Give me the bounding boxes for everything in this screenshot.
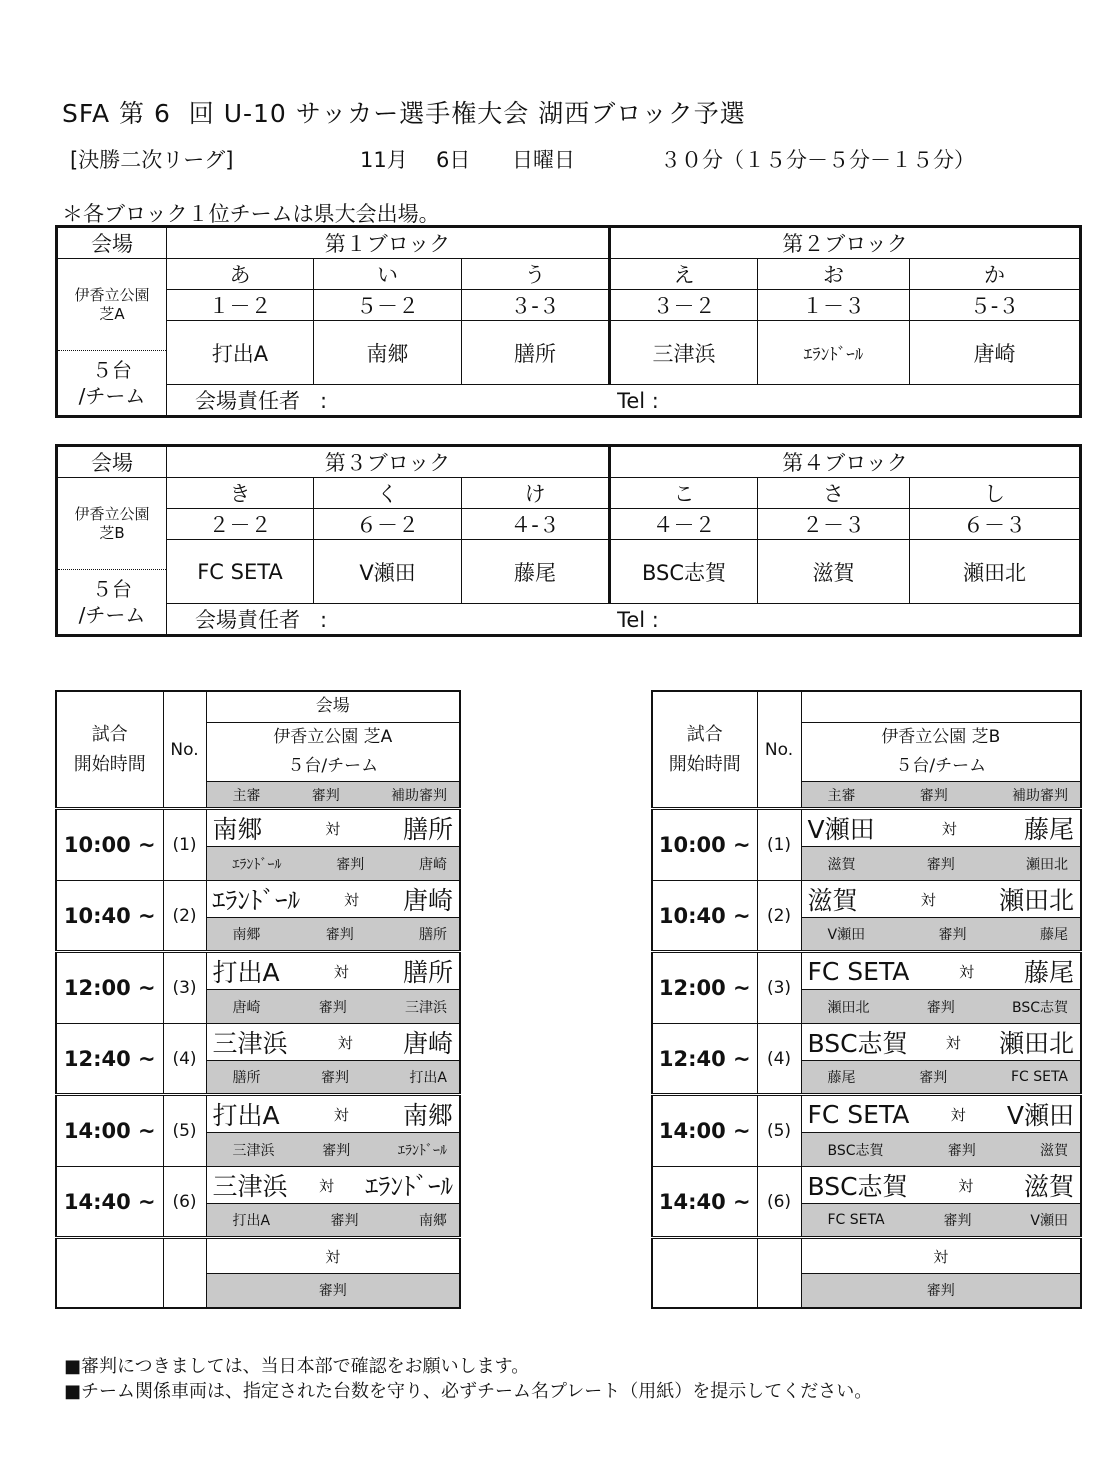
assistant-referee: ｴﾗﾝﾄﾞｰﾙ — [398, 1142, 447, 1159]
matchup — [801, 952, 1081, 990]
versus-label: 対 — [958, 1176, 974, 1195]
versus-label: 対 — [959, 962, 975, 981]
qualification-note: ＊各ブロック１位チームは県大会出場。 — [62, 202, 440, 226]
team-name: 藤尾 — [462, 540, 610, 604]
group-name: 第１ブロック — [167, 227, 610, 259]
versus-label: 対 — [337, 1033, 353, 1052]
referee-label: 審判 — [322, 1142, 351, 1159]
match-row — [652, 881, 1081, 918]
away-team: 藤尾 — [1023, 958, 1074, 987]
assistant-referee: 三津浜 — [405, 999, 447, 1016]
venue-header: 会場 — [57, 227, 167, 259]
cars-per-team: ５台/チーム — [801, 752, 1081, 782]
matchup — [206, 881, 460, 918]
start-time: 14:40 ~ — [652, 1167, 757, 1238]
empty-match-row — [652, 1238, 1081, 1274]
matchup — [206, 809, 460, 847]
main-referee: 打出A — [232, 1213, 271, 1229]
versus-label: 対 — [950, 1105, 966, 1124]
main-referee: 滋賀 — [827, 856, 856, 873]
venue-header — [801, 691, 1081, 722]
team-score: ５－２ — [314, 290, 462, 321]
start-time: 12:00 ~ — [56, 952, 163, 1024]
home-team: V瀬田 — [807, 815, 875, 844]
referee-assignment — [801, 990, 1081, 1024]
match-number: (6) — [757, 1167, 801, 1238]
referee-label: 審判 — [947, 1142, 976, 1159]
assistant-referee: 打出A — [409, 1070, 447, 1086]
start-time-header — [56, 691, 163, 809]
home-team: BSC志賀 — [807, 1172, 908, 1201]
main-referee: 唐崎 — [232, 999, 261, 1016]
referee-label: 審判 — [919, 787, 948, 804]
matchup — [801, 1167, 1081, 1204]
referee-label: 審判 — [318, 999, 347, 1016]
venue-pitch: 芝B — [99, 523, 125, 542]
home-team: 三津浜 — [212, 1029, 288, 1058]
team-score: ６－２ — [314, 509, 462, 540]
start-time: 12:40 ~ — [652, 1024, 757, 1095]
referee-assignment — [801, 918, 1081, 952]
matchup — [206, 952, 460, 990]
venue-name: 伊香立公園 — [74, 504, 150, 523]
assistant-referee: BSC志賀 — [1011, 999, 1068, 1016]
schedule-table-pitch-a — [55, 690, 461, 1309]
team-score: ３-３ — [462, 290, 610, 321]
main-referee: 瀬田北 — [827, 999, 870, 1016]
match-row — [652, 1095, 1081, 1133]
main-referee: 南郷 — [232, 927, 261, 943]
cars-per-team-cell — [57, 351, 167, 417]
team-score: ２－３ — [758, 509, 910, 540]
team-letter: え — [610, 259, 758, 290]
empty-time — [56, 1238, 163, 1308]
venue-name-cell — [57, 478, 167, 570]
home-team: 打出A — [212, 958, 280, 987]
team-name: 唐崎 — [910, 321, 1081, 385]
team-name: 三津浜 — [610, 321, 758, 385]
team-letter: し — [910, 478, 1081, 509]
matchup — [801, 1024, 1081, 1061]
venue-header: 会場 — [206, 691, 460, 722]
versus-label: 対 — [941, 819, 957, 838]
match-number: (1) — [163, 809, 206, 881]
referee-label: 審判 — [943, 1213, 972, 1229]
away-team: V瀬田 — [1006, 1101, 1074, 1130]
team-letter: お — [758, 259, 910, 290]
away-team: 膳所 — [402, 958, 453, 987]
home-team: BSC志賀 — [807, 1029, 908, 1058]
match-number: (1) — [757, 809, 801, 881]
matchup — [801, 809, 1081, 847]
empty-versus: 対 — [801, 1238, 1081, 1274]
match-no-header: No. — [757, 691, 801, 809]
team-letter: う — [462, 259, 610, 290]
team-letter: く — [314, 478, 462, 509]
match-number: (4) — [757, 1024, 801, 1095]
group-name: 第３ブロック — [167, 446, 610, 478]
team-letter: さ — [758, 478, 910, 509]
home-team: FC SETA — [807, 956, 910, 986]
referee-label: 審判 — [938, 927, 967, 943]
match-row — [652, 809, 1081, 847]
team-name: 打出A — [167, 321, 314, 385]
cars-unit: /チーム — [78, 384, 146, 408]
home-team: 三津浜 — [212, 1172, 288, 1201]
referee-header — [801, 782, 1081, 809]
footer-note-referee: ■審判につきましては、当日本部で確認をお願いします。 — [64, 1356, 530, 1377]
home-team: 打出A — [212, 1101, 280, 1130]
colon: : — [320, 608, 328, 632]
match-number: (2) — [163, 881, 206, 952]
referee-assignment — [801, 1204, 1081, 1238]
referee-assignment — [206, 1061, 460, 1095]
empty-no — [163, 1238, 206, 1308]
match-no-header: No. — [163, 691, 206, 809]
team-name: 滋賀 — [758, 540, 910, 604]
referee-assignment — [801, 1061, 1081, 1095]
assistant-referee: 滋賀 — [1040, 1142, 1068, 1159]
match-row — [652, 1024, 1081, 1061]
versus-label: 対 — [945, 1033, 961, 1052]
matchup — [206, 1167, 460, 1204]
header-match: 試合 — [91, 723, 128, 745]
start-time: 14:00 ~ — [652, 1095, 757, 1167]
match-duration: ３０分（１５分－５分－１５分） — [660, 148, 975, 172]
matchup — [206, 1095, 460, 1133]
venue-pitch: 芝A — [99, 304, 125, 323]
referee-assignment — [206, 918, 460, 952]
match-number: (6) — [163, 1167, 206, 1238]
team-name: BSC志賀 — [610, 540, 758, 604]
empty-no — [757, 1238, 801, 1308]
match-row — [56, 1024, 460, 1061]
away-team: 膳所 — [402, 815, 453, 844]
tel-label: Tel : — [617, 389, 659, 413]
referee-label: 審判 — [320, 1070, 349, 1086]
matchup — [801, 1095, 1081, 1133]
start-time-header — [652, 691, 757, 809]
empty-referee: 審判 — [801, 1274, 1081, 1308]
start-time: 12:00 ~ — [652, 952, 757, 1024]
home-team: 滋賀 — [807, 886, 858, 915]
start-time: 10:00 ~ — [56, 809, 163, 881]
match-number: (5) — [163, 1095, 206, 1167]
versus-label: 対 — [333, 962, 349, 981]
team-letter: あ — [167, 259, 314, 290]
match-row — [56, 809, 460, 847]
main-referee: BSC志賀 — [827, 1142, 884, 1159]
versus-label: 対 — [318, 1176, 334, 1195]
match-number: (3) — [757, 952, 801, 1024]
team-score: ４－２ — [610, 509, 758, 540]
assistant-referee: 南郷 — [418, 1213, 447, 1229]
match-row — [56, 1095, 460, 1133]
cars-per-team-cell — [57, 570, 167, 636]
away-team: ｴﾗﾝﾄﾞｰﾙ — [365, 1172, 453, 1201]
empty-versus: 対 — [206, 1238, 460, 1274]
away-team: 瀬田北 — [998, 1029, 1074, 1058]
header-start-time: 開始時間 — [668, 753, 741, 775]
versus-label: 対 — [343, 890, 359, 909]
referee-assignment — [801, 847, 1081, 881]
assistant-referee: 膳所 — [419, 927, 447, 943]
team-letter: こ — [610, 478, 758, 509]
main-referee: 三津浜 — [232, 1142, 275, 1159]
assistant-referee-label: 補助審判 — [1012, 787, 1068, 804]
referee-assignment — [801, 1133, 1081, 1167]
home-team: 南郷 — [212, 815, 263, 844]
team-name: 膳所 — [462, 321, 610, 385]
main-referee: 藤尾 — [827, 1070, 856, 1086]
away-team: 藤尾 — [1023, 815, 1074, 844]
match-row — [56, 1167, 460, 1204]
cars-count: ５台 — [92, 358, 132, 382]
venue-name: 伊香立公園 芝A — [206, 722, 460, 752]
referee-header — [206, 782, 460, 809]
date-day: 6日 — [436, 148, 471, 172]
assistant-referee-label: 補助審判 — [391, 787, 447, 804]
assistant-referee: V瀬田 — [1030, 1213, 1068, 1229]
referee-label: 審判 — [325, 927, 354, 943]
responsible-label: 会場責任者 — [195, 389, 300, 413]
venue-responsible-row — [167, 604, 1081, 636]
team-score: ５-３ — [910, 290, 1081, 321]
referee-assignment — [206, 990, 460, 1024]
team-name: FC SETA — [167, 540, 314, 604]
cars-per-team: ５台/チーム — [206, 752, 460, 782]
referee-assignment — [206, 1204, 460, 1238]
team-letter: け — [462, 478, 610, 509]
cars-count: ５台 — [92, 577, 132, 601]
venue-name-cell — [57, 259, 167, 351]
match-row — [56, 952, 460, 990]
document-title: SFA 第 6 回 U-10 サッカー選手権大会 湖西ブロック予選 — [62, 99, 746, 128]
match-number: (5) — [757, 1095, 801, 1167]
matchup — [801, 881, 1081, 918]
venue-header: 会場 — [57, 446, 167, 478]
referee-label: 審判 — [919, 1070, 948, 1086]
versus-label: 対 — [920, 890, 936, 909]
main-referee-label: 主審 — [827, 787, 856, 804]
team-name: 瀬田北 — [910, 540, 1081, 604]
main-referee-label: 主審 — [232, 787, 261, 804]
away-team: 滋賀 — [1023, 1172, 1074, 1201]
match-row — [652, 952, 1081, 990]
group-name: 第２ブロック — [610, 227, 1081, 259]
main-referee: ｴﾗﾝﾄﾞｰﾙ — [232, 856, 282, 873]
start-time: 14:40 ~ — [56, 1167, 163, 1238]
referee-label: 審判 — [311, 787, 340, 804]
referee-assignment — [206, 1133, 460, 1167]
assistant-referee: 瀬田北 — [1026, 856, 1068, 873]
empty-referee: 審判 — [206, 1274, 460, 1308]
responsible-label: 会場責任者 — [195, 608, 300, 632]
team-name: 南郷 — [314, 321, 462, 385]
main-referee: V瀬田 — [827, 927, 866, 943]
block-table-3-4 — [55, 444, 1082, 637]
match-row — [56, 881, 460, 918]
away-team: 瀬田北 — [998, 886, 1074, 915]
stage-label: [決勝二次リーグ] — [70, 148, 234, 172]
team-score: ３－２ — [610, 290, 758, 321]
team-letter: か — [910, 259, 1081, 290]
team-score: １－２ — [167, 290, 314, 321]
versus-label: 対 — [333, 1105, 349, 1124]
start-time: 14:00 ~ — [56, 1095, 163, 1167]
main-referee: FC SETA — [827, 1212, 885, 1228]
match-number: (2) — [757, 881, 801, 952]
venue-responsible-row — [167, 385, 1081, 417]
matchup — [206, 1024, 460, 1061]
match-number: (4) — [163, 1024, 206, 1095]
main-referee: 膳所 — [232, 1070, 261, 1086]
team-score: ４-３ — [462, 509, 610, 540]
schedule-table-pitch-b — [651, 690, 1082, 1309]
tel-label: Tel : — [617, 608, 659, 632]
cars-unit: /チーム — [78, 603, 146, 627]
assistant-referee: 藤尾 — [1039, 927, 1068, 943]
start-time: 10:40 ~ — [56, 881, 163, 952]
assistant-referee: FC SETA — [1010, 1069, 1068, 1085]
team-name: ｴﾗﾝﾄﾞｰﾙ — [758, 321, 910, 385]
away-team: 南郷 — [402, 1101, 453, 1130]
home-team: ｴﾗﾝﾄﾞｰﾙ — [212, 886, 301, 915]
venue-name: 伊香立公園 — [74, 285, 150, 304]
colon: : — [320, 389, 328, 413]
match-row — [652, 1167, 1081, 1204]
team-letter: き — [167, 478, 314, 509]
start-time: 12:40 ~ — [56, 1024, 163, 1095]
header-match: 試合 — [686, 723, 723, 745]
assistant-referee: 唐崎 — [419, 856, 447, 873]
team-score: １－３ — [758, 290, 910, 321]
block-table-1-2 — [55, 225, 1082, 418]
versus-label: 対 — [325, 819, 341, 838]
empty-time — [652, 1238, 757, 1308]
team-name: V瀬田 — [314, 540, 462, 604]
start-time: 10:40 ~ — [652, 881, 757, 952]
header-start-time: 開始時間 — [73, 753, 146, 775]
referee-label: 審判 — [330, 1213, 359, 1229]
referee-label: 審判 — [336, 856, 365, 873]
weekday: 日曜日 — [512, 148, 575, 172]
match-number: (3) — [163, 952, 206, 1024]
referee-label: 審判 — [926, 856, 955, 873]
team-letter: い — [314, 259, 462, 290]
group-name: 第４ブロック — [610, 446, 1081, 478]
home-team: FC SETA — [807, 1099, 910, 1129]
away-team: 唐崎 — [402, 1029, 453, 1058]
team-score: ６－３ — [910, 509, 1081, 540]
referee-assignment — [206, 847, 460, 881]
referee-label: 審判 — [926, 999, 955, 1016]
date-month: 11月 — [360, 148, 408, 172]
away-team: 唐崎 — [402, 886, 453, 915]
start-time: 10:00 ~ — [652, 809, 757, 881]
team-score: ２－２ — [167, 509, 314, 540]
empty-match-row — [56, 1238, 460, 1274]
footer-note-vehicles: ■チーム関係車両は、指定された台数を守り、必ずチーム名プレート（用紙）を提示してください。 — [64, 1381, 873, 1402]
venue-name: 伊香立公園 芝B — [801, 722, 1081, 752]
